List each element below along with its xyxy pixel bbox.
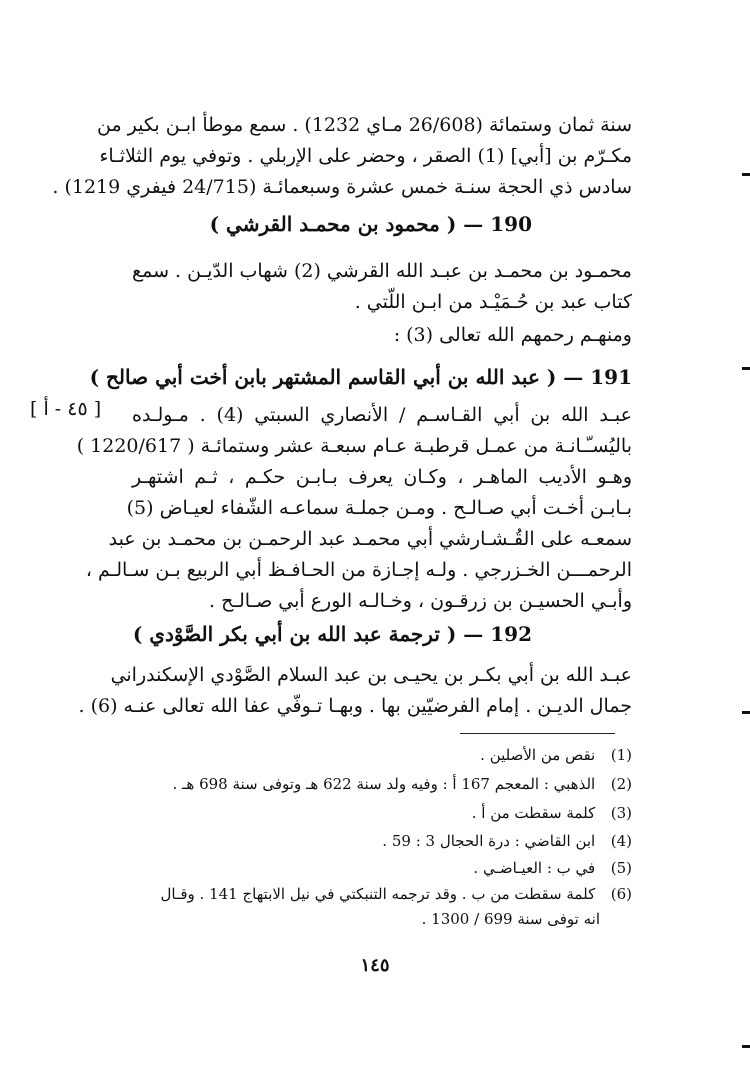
text-line: عبـد الله بن أبي القـاسـم / الأنصاري السبتي (4) . مـولـده [132,404,632,426]
text-line: جمال الديـن . إمام الفرضيّين بها . وبهـا تـوفّي عفا الله تعالى عنـه (6) . [78,695,632,717]
entry-heading-190: 190 — ( محمود بن محمـد القرشي ) [209,212,532,236]
footnote-1 [480,742,632,768]
footnote-number: (5) [610,859,632,877]
text-line: سنة ثمان وستمائة (26/608 مـاي 1232) . سمع موطأ ابـن بكير من [96,114,632,136]
footnote-text: ابن القاضي : درة الحجال 3 : 59 . [382,832,596,850]
footnote-text: في ب : العيـاضـي . [473,859,596,877]
text-line: مكـرّم بن [أبي] (1) الصقر ، وحضر على الإربلي . وتوفي يوم الثلاثـاء [99,145,632,167]
footnote-6 [161,881,633,907]
text-line: كتاب عبد بن حُـمَيْـد من ابـن اللّتي . [354,291,632,313]
text-line: سادس ذي الحجة سنـة خمس عشرة وسبعمائـة (24/715 فيفري 1219) . [52,176,632,198]
text-line: سمعـه على القُـشـارشي أبي محمـد عبد الرحمـن بن محمـد بن عبد [108,528,632,550]
footnote-divider [460,733,615,734]
scan-edge-mark [742,367,750,370]
scan-edge-mark [742,711,750,714]
footnote-2 [172,771,632,797]
footnote-number: (2) [610,775,632,793]
page-number: ١٤٥ [360,955,390,976]
footnote-number: (1) [610,746,632,764]
margin-folio-note: [ ٤٥ - أ ] [30,398,102,420]
footnote-number: (6) [610,885,632,903]
text-line: باليُسـّـانـة من عمـل قرطبـة عـام سبعـة عشر وستمائـة ( 1220/617 ) [76,435,632,457]
text-line: بـابـن أخـت أبي صـالـح . ومـن جملـة سماعـه الشّفاء لعيـاض (5) [126,497,632,519]
entry-heading-191: 191 — ( عبد الله بن أبي القاسم المشتهر بابن أخت أبي صالح ) [89,365,632,389]
text-line: الرحمـــن الخـزرجي . ولـه إجـازة من الحـافـظ أبي الربيع بـن سـالـم ، [85,559,632,581]
footnote-6-continuation: انه توفى سنة 699 / 1300 . [421,910,600,928]
scan-edge-mark [742,1045,750,1048]
entry-heading-192: 192 — ( ترجمة عبد الله بن أبي بكر الصَّوْدي ) [132,622,532,646]
footnote-text: كلمة سقطت من أ . [471,804,596,822]
intro-line: ومنهـم رحمهم الله تعالى (3) : [393,324,632,346]
footnote-text: كلمة سقطت من ب . وقد ترجمه التنبكتي في نيل الابتهاج 141 . وقـال [160,885,596,903]
text-line: وهـو الأديب الماهـر ، وكـان يعرف بـابـن حكـم ، ثـم اشتهـر [132,466,632,488]
text-line: وأبـي الحسيـن بن زرقـون ، وخـالـه الورع أبي صـالـح . [209,590,632,612]
footnote-number: (3) [610,804,632,822]
text-line: عبـد الله بن أبي بكـر بن يحيـى بن عبد السلام الصَّوْدي الإسكندراني [110,664,632,686]
footnote-5 [473,855,632,881]
text-line: محمـود بن محمـد بن عبـد الله القرشي (2) شهاب الدّيـن . سمع [132,260,632,282]
footnote-text: نقص من الأصلين . [480,746,596,764]
footnote-number: (4) [610,832,632,850]
footnote-3 [472,800,632,826]
scan-edge-mark [742,173,750,176]
footnote-4 [382,828,632,854]
footnote-text: الذهبي : المعجم 167 أ : وفيه ولد سنة 622 هـ وتوفى سنة 698 هـ . [172,775,596,793]
